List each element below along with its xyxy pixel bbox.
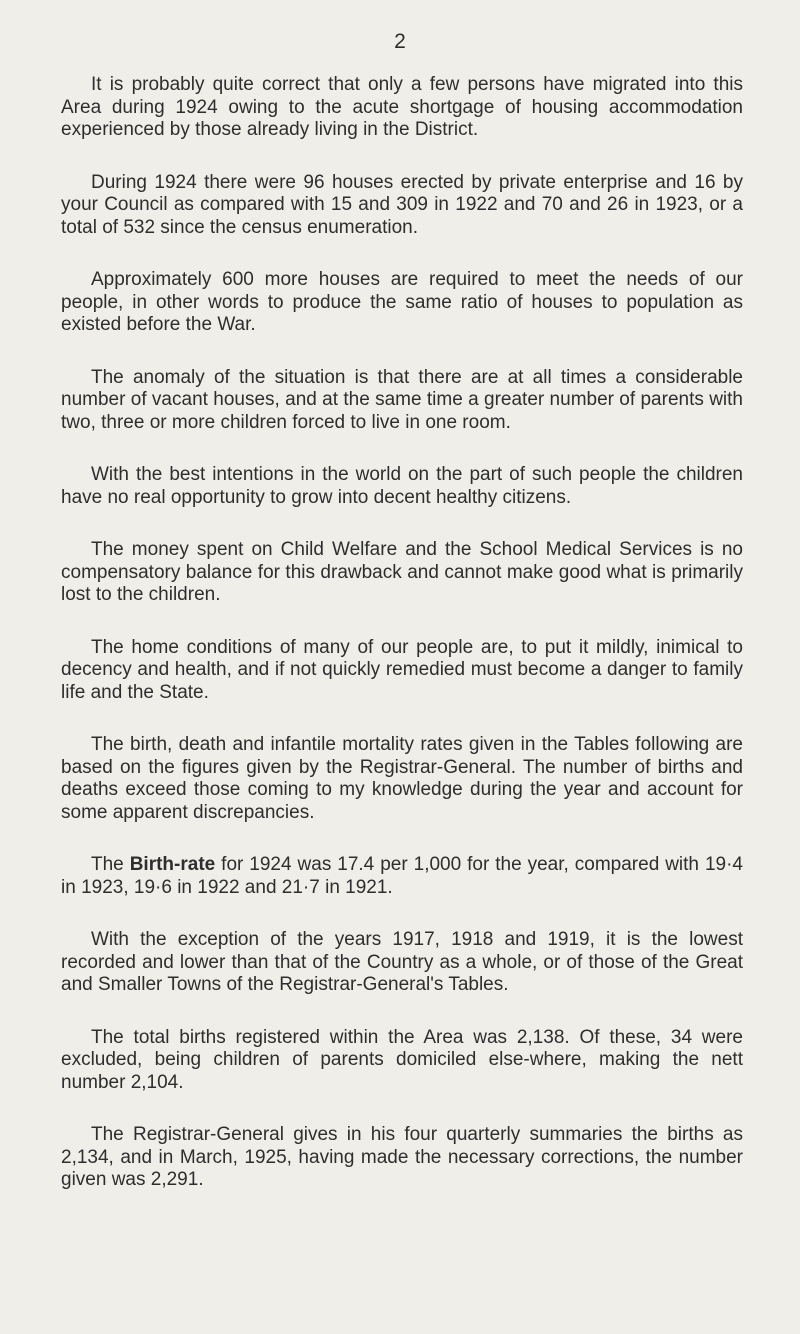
paragraph-children-opportunity: With the best intentions in the world on the part of such people the children have no real opportunity to grow into decent healthy citizens.	[61, 464, 743, 508]
birth-rate-text: for 1924 was 17.4 per 1,000 for the year, compared with 19·4 in 1923, 19·6 in 1922 and 21·7 in 1921.	[61, 854, 743, 898]
paragraph-houses-required: Approximately 600 more houses are required to meet the needs of our people, in other words to produce the same ratio of houses to population as existed before the War.	[61, 269, 743, 335]
paragraph-home-conditions: The home conditions of many of our people are, to put it mildly, inimical to decency and health, and if not quickly remedied must become a danger to family life and the State.	[61, 636, 743, 703]
birth-rate-heading: Birth-rate	[129, 854, 216, 875]
body-text	[61, 74, 743, 1192]
paragraph-rates-basis: The birth, death and infantile mortality rates given in the Tables following are based on the figures given by the Registrar-General. The number of births and deaths exceed those coming to my knowledge during the year and account for some apparent discrepancies.	[61, 734, 743, 823]
paragraph-total-births: The total births registered within the Area was 2,138. Of these, 34 were excluded, being children of parents domiciled else-where, making the nett number 2,104.	[61, 1026, 743, 1093]
paragraph-houses-erected: During 1924 there were 96 houses erected by private enterprise and 16 by your Council as compared with 15 and 309 in 1922 and 70 and 26 in 1923, or a total of 532 since the census enumeration.	[61, 171, 743, 238]
page-number: 2	[394, 30, 406, 53]
paragraph-anomaly: The anomaly of the situation is that there are at all times a considerable number of vacant houses, and at the same time a greater number of parents with two, three or more children forced to live in one room.	[61, 366, 743, 433]
paragraph-registrar-summaries: The Registrar-General gives in his four quarterly summaries the births as 2,134, and in March, 1925, having made the necessary corrections, the number given was 2,291.	[61, 1124, 743, 1190]
paragraph-migration: It is probably quite correct that only a few persons have migrated into this Area during 1924 owing to the acute shortgage of housing accommodation experienced by those already living in the District.	[61, 74, 743, 140]
paragraph-lowest-recorded: With the exception of the years 1917, 1918 and 1919, it is the lowest recorded and lower than that of the Country as a whole, or of those of the Great and Smaller Towns of the Registrar-General's Tables.	[61, 929, 743, 995]
birth-rate-lead: The	[91, 854, 130, 875]
paragraph-birth-rate	[61, 854, 743, 899]
paragraph-child-welfare: The money spent on Child Welfare and the School Medical Services is no compensatory balance for this drawback and cannot make good what is primarily lost to the children.	[61, 539, 743, 605]
